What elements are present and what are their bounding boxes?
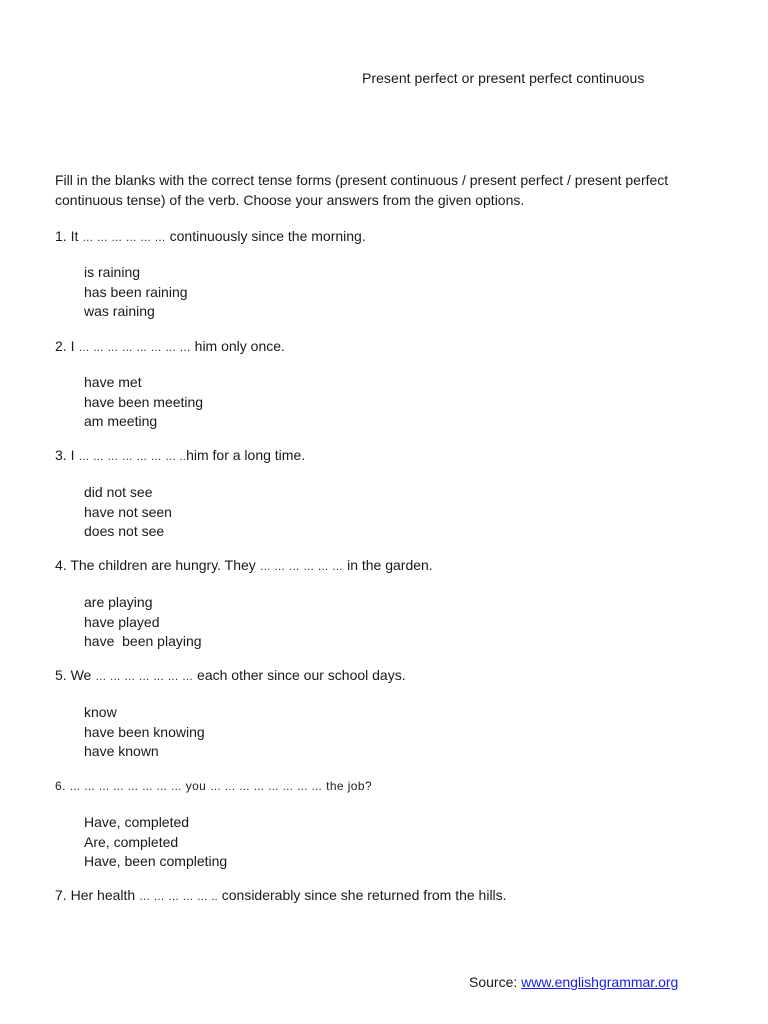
answer-blank: … … … … … .. [139, 891, 218, 903]
option: have been knowing [84, 723, 205, 740]
worksheet-title: Present perfect or present perfect continuous [362, 70, 645, 86]
question-text-after: considerably since she returned from the hills. [221, 887, 507, 903]
question-text-after: each other since our school days. [197, 667, 406, 683]
question-number: 7. [55, 887, 67, 903]
question-4 [55, 557, 433, 573]
option: did not see [84, 484, 153, 500]
option: Have, been completing [84, 853, 228, 869]
options-list-1 [84, 263, 188, 322]
question-text-after: him for a long time. [186, 447, 306, 463]
question-text-before: It [70, 228, 79, 244]
answer-blank: … … … … … … … [95, 671, 194, 683]
question-5 [55, 667, 406, 683]
instructions: Fill in the blanks with the correct tense forms (present continuous / present perfect / present perfect continuous tense) of the verb. Choose your answers from the given options. [55, 172, 669, 208]
question-7 [55, 887, 507, 903]
option: does not see [84, 523, 165, 539]
source-link[interactable]: www.englishgrammar.org [521, 974, 679, 990]
question-text-middle: you [185, 779, 207, 793]
question-number: 1. [55, 228, 67, 244]
question-1 [55, 228, 366, 244]
question-3 [55, 447, 305, 463]
question-text-after: continuously since the morning. [169, 228, 366, 244]
question-text-before: We [70, 667, 92, 683]
option: was raining [84, 303, 155, 319]
option: Are, completed [84, 833, 179, 850]
question-number: 2. [55, 338, 67, 354]
answer-blank: … … … … … … … … [69, 781, 182, 793]
option: is raining [84, 264, 141, 280]
question-number: 4. [55, 557, 67, 573]
source-footer [469, 974, 678, 990]
option: have been meeting [84, 393, 204, 410]
question-text-after: him only once. [194, 338, 285, 354]
option: have not seen [84, 503, 172, 520]
answer-blank: … … … … … … … … [78, 342, 191, 354]
answer-blank: … … … … … … [259, 561, 344, 573]
option: has been raining [84, 283, 188, 300]
option: have been playing [84, 633, 202, 649]
question-2 [55, 338, 285, 354]
question-text-before: I [70, 338, 75, 354]
question-text-after: the job? [326, 779, 373, 793]
answer-blank: … … … … … … … .. [78, 451, 187, 463]
source-label: Source: [469, 974, 518, 990]
option: Have, completed [84, 814, 190, 830]
question-text-before: The children are hungry. They [70, 557, 256, 573]
options-list-2 [84, 373, 203, 432]
question-number: 3. [55, 447, 67, 463]
option: am meeting [84, 413, 158, 429]
question-number: 5. [55, 667, 67, 683]
options-list-3 [84, 483, 172, 542]
options-list-4 [84, 593, 202, 652]
option: have known [84, 743, 159, 759]
options-list-6 [84, 813, 227, 872]
option: have played [84, 613, 160, 630]
question-text-before: I [70, 447, 75, 463]
question-6 [55, 779, 372, 793]
options-list-5 [84, 703, 205, 762]
question-text-before: Her health [70, 887, 136, 903]
question-text-after: in the garden. [347, 557, 433, 573]
option: are playing [84, 594, 153, 610]
answer-blank: … … … … … … [82, 232, 166, 244]
option: know [84, 704, 117, 720]
question-number: 6. [55, 779, 66, 793]
option: have met [84, 374, 142, 390]
answer-blank: … … … … … … … … [209, 781, 323, 793]
